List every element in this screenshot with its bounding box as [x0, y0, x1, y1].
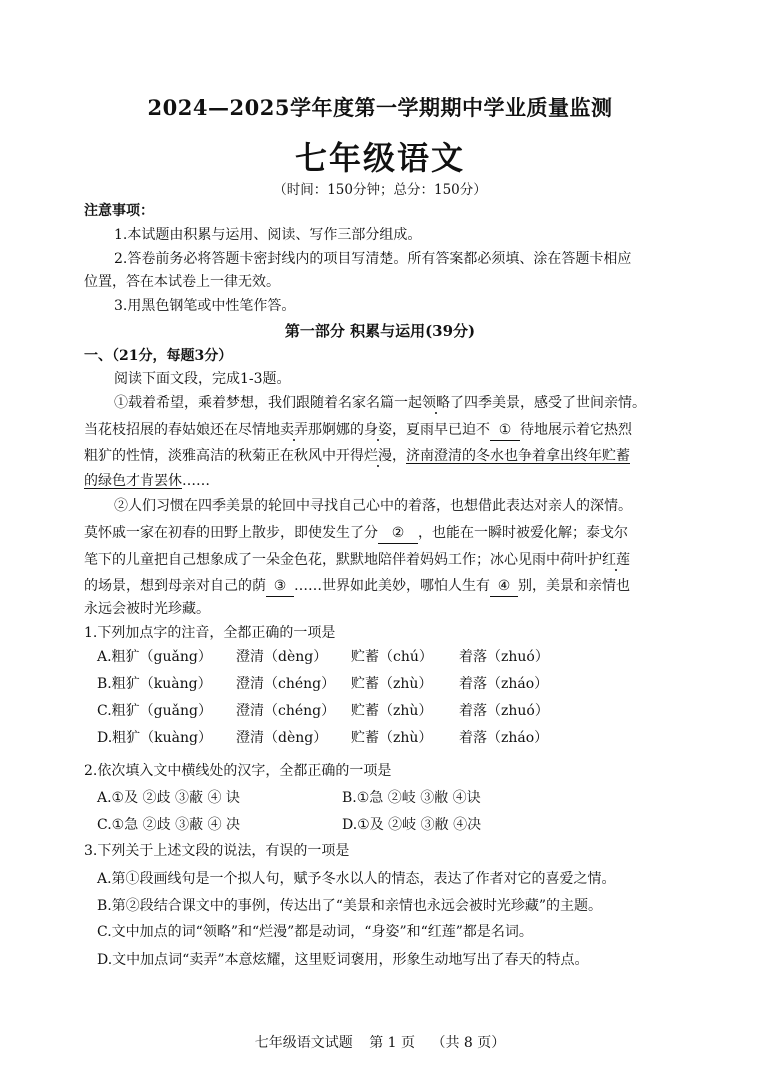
- passage-line: 的绿色才肯罢休……: [84, 473, 210, 489]
- q1-option-c: C.粗犷（guǎng）: [97, 703, 212, 719]
- q1-option-a-4: 着落（zhuó）: [459, 649, 549, 665]
- passage-line: 的场景，想到母亲对自己的荫 ③ ……世界如此美妙，哪怕人生有 ④ 别，美景和亲情也: [84, 576, 630, 597]
- q1-option-b-3: 贮蓄（zhù）: [351, 676, 433, 692]
- q1-option-b-4: 着落（zháo）: [459, 676, 549, 692]
- passage-line: ②人们习惯在四季美景的轮回中寻找自己心中的着落，也想借此表达对亲人的深情。: [114, 498, 632, 514]
- dotted-word: 身姿: [364, 422, 392, 438]
- fill-blank-4: ④: [490, 576, 518, 597]
- q3-option-d: D.文中加点词“卖弄”本意炫耀，这里贬词褒用，形象生动地写出了春天的特点。: [97, 952, 589, 968]
- passage-line: ①载着希望，乘着梦想，我们跟随着名家名篇一起领略了四季美景，感受了世间亲情。: [114, 395, 646, 411]
- section-heading: 一、（21分，每题3分）: [84, 348, 233, 364]
- page-footer: [0, 1032, 760, 1052]
- q1-option-c-2: 澄清（chéng）: [236, 703, 336, 719]
- passage-line: 粗犷的性情，淡雅高洁的秋菊正在秋风中开得烂漫，济南澄清的冬水也争着拿出终年贮蓄: [84, 448, 630, 464]
- footer-exam-name: 七年级语文试题: [254, 1035, 353, 1051]
- dotted-word: 领略: [422, 395, 450, 411]
- q1-option-a-3: 贮蓄（chú）: [351, 649, 433, 665]
- passage-line: 笔下的儿童把自己想象成了一朵金色花，默默地陪伴着妈妈工作；冰心见雨中荷叶护红莲: [84, 552, 630, 568]
- q1-option-d-4: 着落（zháo）: [459, 730, 549, 746]
- passage-line: 当花枝招展的春姑娘还在尽情地卖弄那婀娜的身姿，夏雨早已迫不 ① 待地展示着它热烈: [84, 420, 632, 441]
- q1-option-d-3: 贮蓄（zhù）: [351, 730, 433, 746]
- question-2-stem: 2.依次填入文中横线处的汉字，全都正确的一项是: [84, 763, 392, 779]
- q1-option-c-3: 贮蓄（zhù）: [351, 703, 433, 719]
- underlined-sentence: 济南澄清的冬水也争着拿出终年贮蓄: [406, 448, 630, 464]
- q3-option-c: C.文中加点的词“领略”和“烂漫”都是动词，“身姿”和“红莲”都是名词。: [97, 924, 533, 940]
- note-item-2-cont: 位置，答在本试卷上一律无效。: [84, 274, 280, 290]
- q2-option-a: A.①及 ②歧 ③蔽 ④ 诀: [97, 790, 240, 806]
- fill-blank-2: ②: [378, 523, 418, 544]
- q3-option-a: A.第①段画线句是一个拟人句，赋予冬水以人的情态，表达了作者对它的喜爱之情。: [97, 871, 616, 887]
- time-info: （时间：150分钟；总分：150分）: [273, 182, 487, 198]
- note-item-3: 3.用黑色钢笔或中性笔作答。: [114, 298, 296, 314]
- notes-heading: 注意事项：: [84, 203, 154, 219]
- passage-line: 莫怀戚一家在初春的田野上散步，即使发生了分 ② ，也能在一瞬时被爱化解；泰戈尔: [84, 523, 628, 544]
- q1-option-d-2: 澄清（dèng）: [236, 730, 328, 746]
- q3-option-b: B.第②段结合课文中的事例，传达出了“美景和亲情也永远会被时光珍藏”的主题。: [97, 898, 603, 914]
- fill-blank-3: ③: [266, 576, 294, 597]
- note-item-1: 1.本试题由积累与运用、阅读、写作三部分组成。: [114, 227, 422, 243]
- footer-page-number: 第 1 页: [369, 1035, 415, 1051]
- fill-blank-1: ①: [490, 420, 520, 441]
- reading-intro: 阅读下面文段，完成1-3题。: [114, 371, 291, 387]
- dotted-word: 卖弄: [280, 422, 308, 438]
- dotted-word: 红莲: [602, 552, 630, 568]
- note-item-2: 2.答卷前务必将答题卡密封线内的项目写清楚。所有答案都必须填、涂在答题卡相应: [114, 251, 632, 267]
- part1-heading: 第一部分 积累与运用(39分): [284, 322, 476, 340]
- subject-title: 七年级语文: [294, 139, 465, 177]
- passage-line: 永远会被时光珍藏。: [84, 601, 210, 617]
- question-1-stem: 1.下列加点字的注音，全都正确的一项是: [84, 625, 336, 641]
- q1-option-a-2: 澄清（dèng）: [236, 649, 328, 665]
- q1-option-b-2: 澄清（chéng）: [236, 676, 336, 692]
- q1-option-d: D.粗犷（kuàng）: [97, 730, 213, 746]
- q1-option-a: A.粗犷（guǎng）: [97, 649, 212, 665]
- dotted-word: 烂漫: [364, 448, 392, 464]
- question-3-stem: 3.下列关于上述文段的说法，有误的一项是: [84, 843, 350, 859]
- footer-total-pages: （共 8 页）: [431, 1035, 506, 1051]
- exam-title: 2024—2025学年度第一学期期中学业质量监测: [147, 95, 613, 120]
- q2-option-c: C.①急 ②歧 ③蔽 ④ 决: [97, 817, 241, 833]
- q2-option-b: B.①急 ②岐 ③敝 ④诀: [342, 790, 481, 806]
- q2-option-d: D.①及 ②岐 ③敝 ④决: [342, 817, 482, 833]
- underlined-sentence: 的绿色才肯罢休: [84, 473, 182, 489]
- q1-option-b: B.粗犷（kuàng）: [97, 676, 212, 692]
- q1-option-c-4: 着落（zhuó）: [459, 703, 549, 719]
